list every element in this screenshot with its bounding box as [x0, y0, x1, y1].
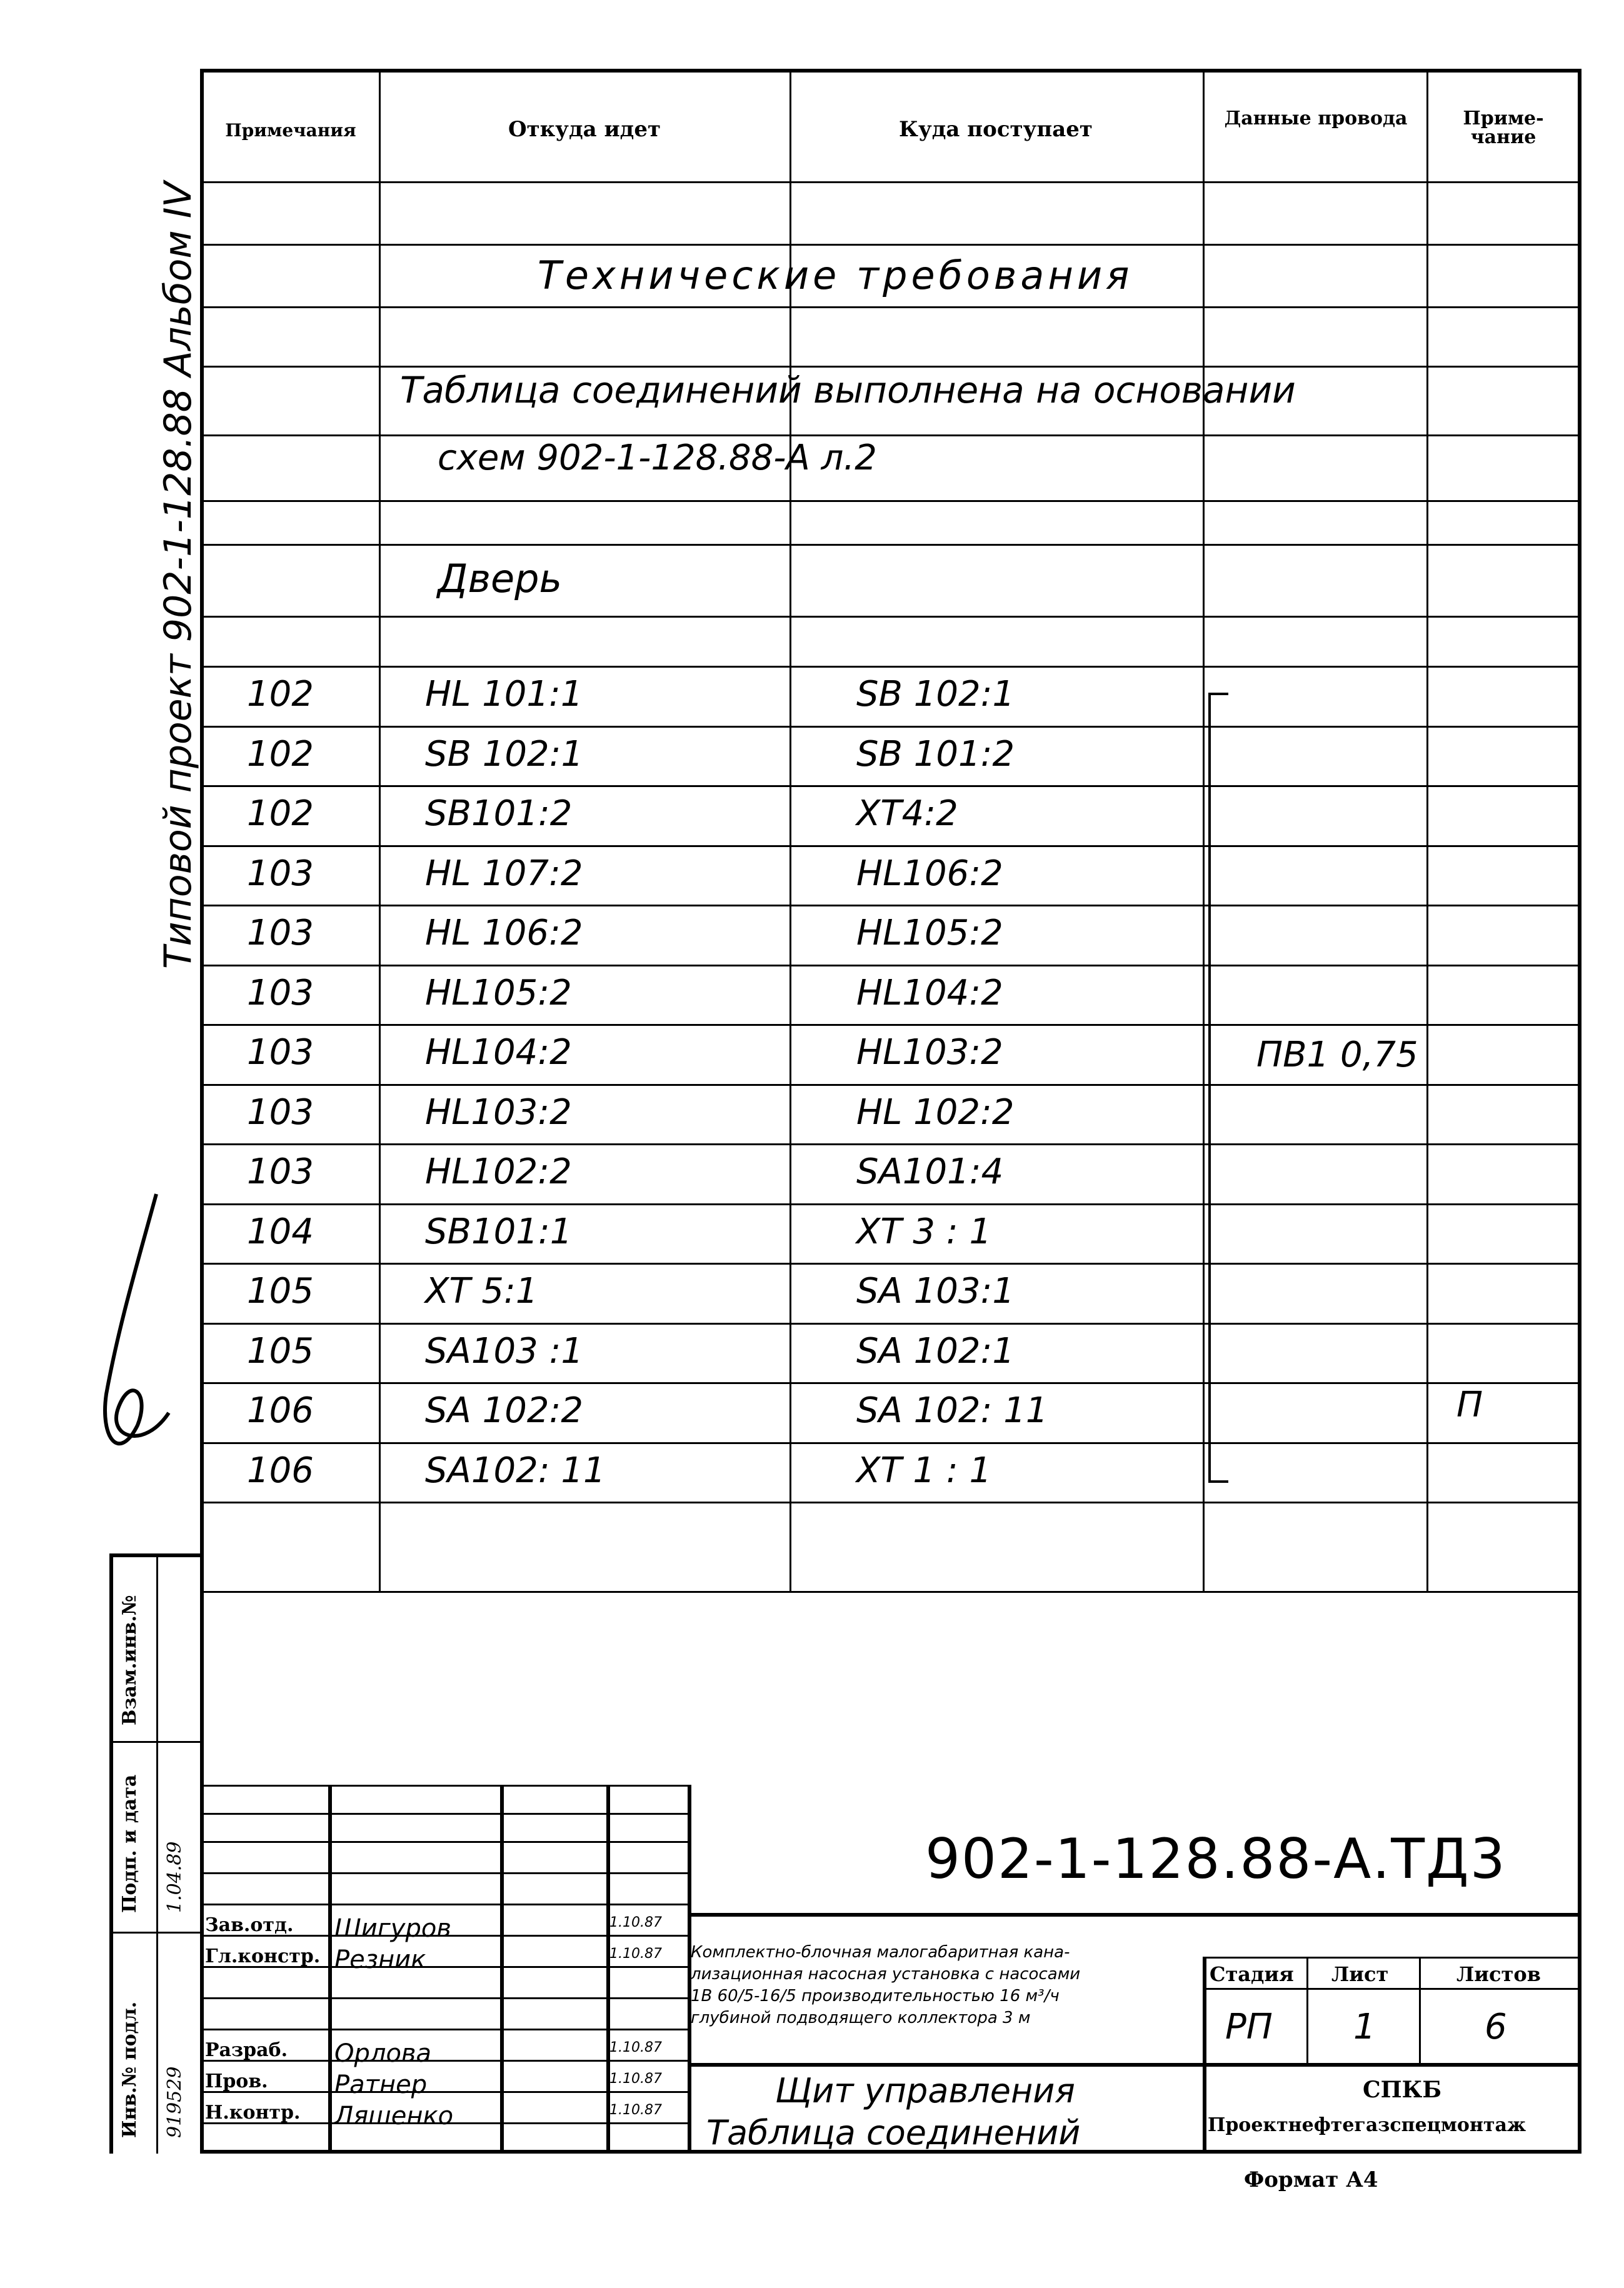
format-label: Формат А4: [1244, 2167, 1378, 2192]
header-col1: Примечания: [225, 120, 356, 141]
table-row-line: [202, 1502, 1580, 1503]
row-to: XT 1 : 1: [856, 1450, 992, 1491]
stamp-date: 1.10.87: [609, 1946, 662, 1962]
table-row-line: [202, 1203, 1580, 1205]
note-line-1: Таблица соединений выполнена на основании: [400, 369, 1296, 411]
table-row-line: [202, 616, 1580, 618]
header-col5: Приме-чание: [1463, 108, 1544, 148]
stamp-line-i: [202, 2029, 689, 2030]
row-to: SA 102:1: [856, 1331, 1015, 1372]
stamp-role: Гл.констр.: [205, 1945, 321, 1967]
stamp-role: Н.контр.: [205, 2102, 301, 2124]
margin-signature: [81, 1188, 181, 1488]
table-row-line: [202, 726, 1580, 728]
stamp-name: Ляшенко: [334, 2102, 454, 2130]
org-name-2: Проектнефтегазспецмонтаж: [1208, 2114, 1526, 2136]
stamp-line-stage-top: [1203, 1957, 1580, 1959]
table-row-line: [202, 1024, 1580, 1026]
sheets-value: 6: [1485, 2007, 1507, 2047]
row-from: HL 101:1: [425, 674, 583, 715]
row-number: 105: [247, 1331, 314, 1372]
row-number: 104: [247, 1212, 314, 1252]
row-from: HL102:2: [425, 1152, 572, 1192]
header-col3: Куда поступает: [899, 117, 1093, 142]
stamp-line-d: [202, 1872, 689, 1874]
stamp-line-h: [202, 1997, 689, 1999]
table-row-line: [202, 1263, 1580, 1265]
row-to: SA 103:1: [856, 1271, 1015, 1312]
left-stamp-line-2: [109, 1932, 202, 1934]
table-row-line: [202, 1084, 1580, 1086]
stamp-date: 1.10.87: [609, 1915, 662, 1930]
row-to: HL103:2: [856, 1032, 1003, 1073]
stamp-v-2: [500, 1785, 504, 2154]
row-from: HL 107:2: [425, 853, 583, 894]
table-row-line: [202, 1382, 1580, 1384]
project-desc-4: глубиной подводящего коллектора 3 м: [691, 2009, 1031, 2027]
side-title: Типовой проект 902-1-128.88 Альбом IV: [156, 181, 200, 969]
stamp-name: Ратнер: [334, 2070, 428, 2099]
row-number: 103: [247, 1092, 314, 1133]
row-number: 106: [247, 1390, 314, 1431]
row-to: SA 102: 11: [856, 1390, 1048, 1431]
stamp-v-6: [1306, 1957, 1308, 2063]
header-col4: Данные провода: [1224, 108, 1408, 129]
row-from: HL103:2: [425, 1092, 572, 1133]
row-from: SB101:1: [425, 1212, 573, 1252]
label-sign-date: Подп. и дата: [119, 1774, 141, 1913]
row-number: 103: [247, 1032, 314, 1073]
stamp-v-5: [1203, 1957, 1206, 2154]
stamp-role: Зав.отд.: [205, 1914, 294, 1936]
value-sign-date: 1.04.89: [164, 1841, 186, 1913]
row-from: HL104:2: [425, 1032, 572, 1073]
label-vzam: Взам.инв.№: [119, 1595, 141, 1725]
left-stamp-top: [109, 1553, 202, 1557]
table-row-line: [202, 366, 1580, 368]
row-to: SB 101:2: [856, 734, 1015, 775]
stamp-line-b: [202, 1813, 689, 1815]
wire-data: ПВ1 0,75: [1256, 1035, 1418, 1075]
table-row-line: [202, 666, 1580, 668]
row-from: HL 106:2: [425, 913, 583, 953]
left-stamp-line-1: [109, 1741, 202, 1743]
note-line-2: схем 902-1-128.88-А л.2: [438, 438, 877, 478]
row-from: SA103 :1: [425, 1331, 584, 1372]
row-from: SB101:2: [425, 793, 573, 834]
label-inv: Инв.№ подл.: [119, 2001, 141, 2138]
row-number: 105: [247, 1271, 314, 1312]
col-divider-2: [789, 71, 791, 1591]
header-bottom-line: [202, 181, 1580, 183]
table-bottom-line: [202, 1591, 1580, 1593]
stamp-line-doc-bottom: [688, 1913, 1580, 1917]
row-number: 103: [247, 1152, 314, 1192]
table-row-line: [202, 1143, 1580, 1145]
row-number: 102: [247, 734, 314, 775]
row-number: 103: [247, 973, 314, 1013]
table-row-line: [202, 434, 1580, 436]
doc-code: 902-1-128.88-А.ТД3: [925, 1827, 1506, 1891]
row-to: SA101:4: [856, 1152, 1004, 1192]
stage-value: РП: [1225, 2007, 1273, 2047]
table-row-line: [202, 965, 1580, 966]
row-to: HL 102:2: [856, 1092, 1015, 1133]
table-row-line: [202, 785, 1580, 787]
table-row-line: [202, 845, 1580, 847]
row-to: HL104:2: [856, 973, 1003, 1013]
table-row-line: [202, 905, 1580, 906]
stage-label: Стадия: [1210, 1962, 1294, 1986]
col-divider-1: [379, 71, 381, 1591]
row-from: HL105:2: [425, 973, 572, 1013]
row-to: HL106:2: [856, 853, 1003, 894]
value-inv: 919529: [164, 2066, 186, 2138]
stamp-v-3: [606, 1785, 610, 2154]
section-title: Технические требования: [538, 253, 1133, 298]
sheet-value: 1: [1353, 2007, 1376, 2047]
stamp-date: 1.10.87: [609, 2040, 662, 2055]
header-col2: Откуда идет: [508, 117, 661, 142]
left-stamp-divider: [156, 1553, 158, 2154]
table-row-line: [202, 244, 1580, 246]
stamp-name: Шигуров: [334, 1914, 451, 1943]
row-number: 103: [247, 853, 314, 894]
row-to: XT 3 : 1: [856, 1212, 992, 1252]
project-desc-3: 1В 60/5-16/5 производительностью 16 м³/ч: [691, 1987, 1060, 2005]
row-from: SB 102:1: [425, 734, 584, 775]
table-row-line: [202, 500, 1580, 502]
project-desc-2: лизационная насосная установка с насосами: [691, 1965, 1081, 1984]
left-stamp-outer: [109, 1553, 113, 2154]
table-row-line: [202, 306, 1580, 308]
stamp-line-e: [202, 1904, 689, 1905]
stamp-line-stage-mid: [1203, 1988, 1580, 1990]
col-divider-4: [1426, 71, 1428, 1591]
stamp-line-c: [202, 1841, 689, 1843]
row-from: SA 102:2: [425, 1390, 584, 1431]
table-row-line: [202, 1442, 1580, 1444]
project-desc-1: Комплектно-блочная малогабаритная кана-: [691, 1943, 1070, 1962]
stamp-title-1: Щит управления: [775, 2071, 1075, 2110]
row-to: HL105:2: [856, 913, 1003, 953]
row-number: 106: [247, 1450, 314, 1491]
row-from: XT 5:1: [425, 1271, 538, 1312]
stamp-date: 1.10.87: [609, 2071, 662, 2087]
row-note: П: [1456, 1385, 1483, 1425]
stamp-line-a: [202, 1785, 689, 1787]
row-number: 103: [247, 913, 314, 953]
stamp-role: Пров.: [205, 2070, 268, 2092]
table-row-line: [202, 1323, 1580, 1325]
stamp-name: Орлова: [334, 2039, 431, 2068]
stamp-line-title-top: [688, 2063, 1580, 2067]
stamp-name: Резник: [334, 1945, 426, 1974]
stamp-v-1: [328, 1785, 332, 2154]
table-row-line: [202, 544, 1580, 546]
sheets-label: Листов: [1456, 1962, 1541, 1986]
stamp-line-k: [202, 2091, 689, 2093]
stamp-v-7: [1419, 1957, 1421, 2063]
stamp-role: Разраб.: [205, 2039, 288, 2061]
org-name-1: СПКБ: [1363, 2077, 1442, 2103]
row-number: 102: [247, 793, 314, 834]
row-to: XT4:2: [856, 793, 958, 834]
stamp-date: 1.10.87: [609, 2102, 662, 2118]
sheet-label: Лист: [1331, 1962, 1389, 1986]
row-from: SA102: 11: [425, 1450, 606, 1491]
row-number: 102: [247, 674, 314, 715]
group-title: Дверь: [438, 556, 563, 601]
row-to: SB 102:1: [856, 674, 1015, 715]
wire-group-bracket: [1203, 688, 1241, 1488]
stamp-title-2: Таблица соединений: [706, 2113, 1081, 2152]
